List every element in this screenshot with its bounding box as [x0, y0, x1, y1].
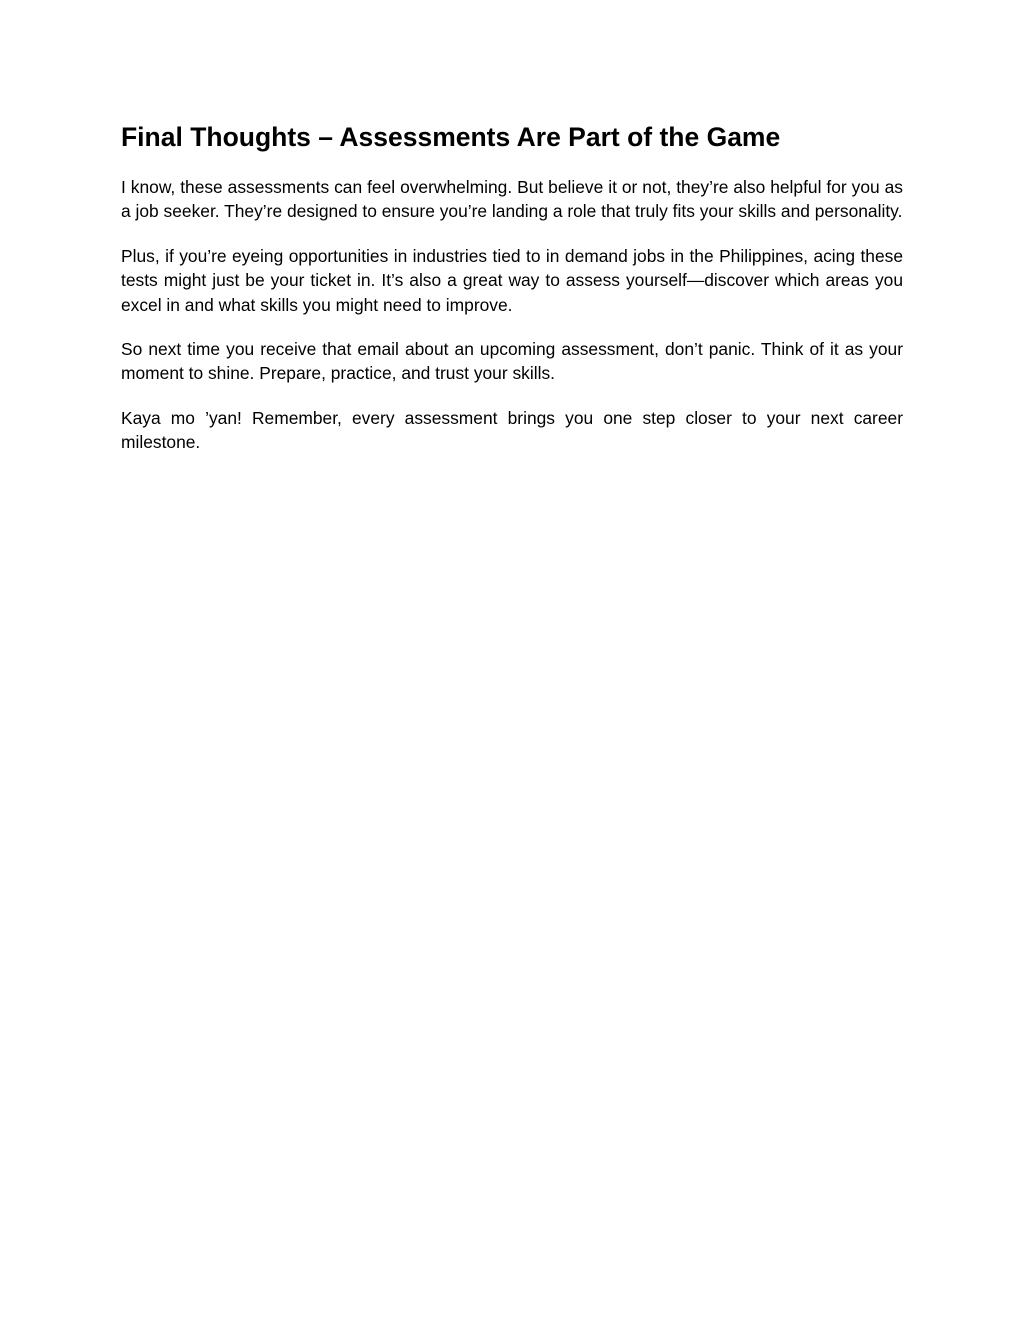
paragraph-next-time: So next time you receive that email about an upcoming assessment, don’t panic. Think of it as your moment to shine. Prepare, practice, and trust your skills.: [121, 339, 903, 384]
paragraph-intro: I know, these assessments can feel overwhelming. But believe it or not, they’re also helpful for you as a job seeker. They’re designed to ensure you’re landing a role that truly fits your skills and personality.: [121, 177, 903, 222]
paragraph-closing: Kaya mo ’yan! Remember, every assessment brings you one step closer to your next career milestone.: [121, 407, 903, 453]
document-content: [121, 119, 903, 475]
paragraph-opportunities: Plus, if you’re eyeing opportunities in industries tied to in demand jobs in the Philippines, acing these tests might just be your ticket in. It’s also a great way to assess yourself—discover which areas you excel in and what skills you might need to improve.: [121, 245, 903, 315]
section-heading: Final Thoughts – Assessments Are Part of the Game: [121, 122, 781, 152]
